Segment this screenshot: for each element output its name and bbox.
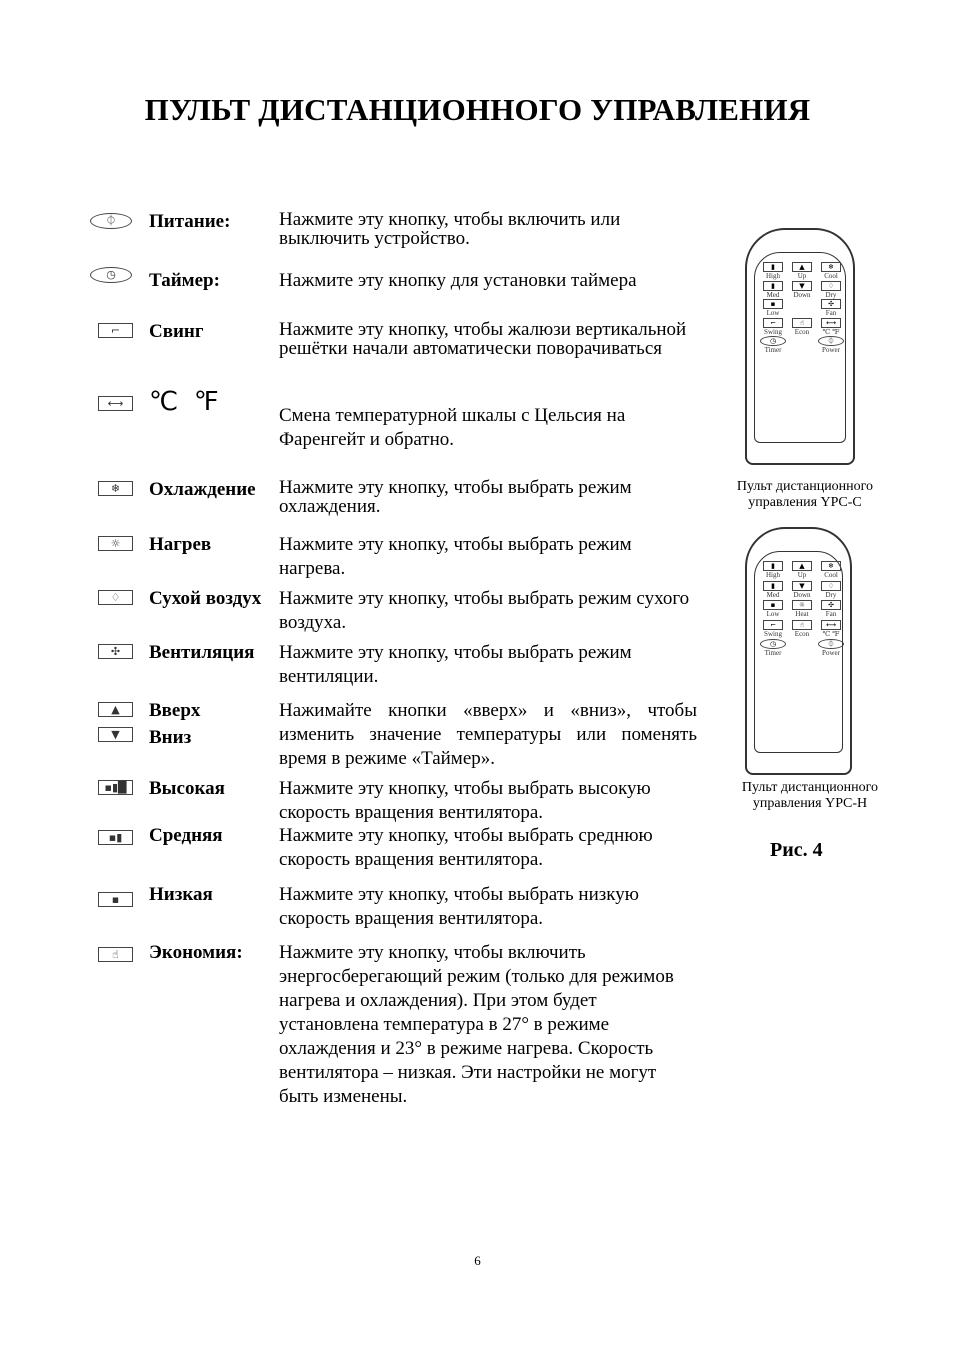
- legend-description: Смена температурной шкалы с Цельсия на Фаренгейт и обратно.: [279, 405, 626, 450]
- remote-button: ✣ Fan: [821, 299, 841, 318]
- legend-description: Нажмите эту кнопку, чтобы выбрать среднюю скорость вращения вентилятора.: [279, 825, 653, 870]
- legend-label: Низкая: [149, 884, 213, 905]
- remote-button: ☝ Econ: [792, 620, 812, 639]
- remote-ypc-h: [745, 527, 852, 775]
- remote-button: ▪ Low: [763, 600, 783, 619]
- speed-med-icon: ▪▮: [98, 830, 133, 845]
- remote-timer-button: ◷ Timer: [763, 336, 783, 355]
- remote-button: ▮ High: [763, 262, 783, 281]
- arrows-icon: ⟷: [98, 396, 133, 411]
- remote-button: ⌐ Swing: [764, 620, 782, 638]
- remote-button: ⌐ Swing: [764, 318, 782, 336]
- remote-button: ▮ Med: [763, 581, 783, 600]
- legend-label: Охлаждение: [149, 479, 256, 500]
- remote-ypc-h-caption: Пульт дистанционного управления YPC-H: [741, 780, 879, 811]
- swing-icon: ⌐: [98, 323, 133, 338]
- legend-description: Нажимайте кнопки «вверх» и «вниз», чтобы изменить значение температуры или поменять время в режиме «Таймер».: [279, 700, 697, 769]
- legend-label: Вверх: [149, 700, 201, 721]
- legend-label: Вентиляция: [149, 642, 255, 663]
- legend-label: Высокая: [149, 778, 225, 799]
- remote-button: ⟷ ℃ ℉: [822, 318, 840, 336]
- remote-button: ▼ Down: [793, 281, 811, 299]
- legend-label: Питание:: [149, 211, 231, 232]
- legend-label: Свинг: [149, 321, 204, 342]
- page-title: ПУЛЬТ ДИСТАНЦИОННОГО УПРАВЛЕНИЯ: [144, 92, 811, 127]
- sun-icon: ☼: [98, 536, 133, 551]
- remote-button: ▮ Med: [763, 281, 783, 300]
- page-number: 6: [474, 1253, 481, 1268]
- droplet-icon: ♢: [98, 590, 133, 605]
- figure-label: Рис. 4: [770, 839, 823, 861]
- up-icon: ▲: [98, 702, 133, 717]
- legend-description: Нажмите эту кнопку, чтобы выбрать режим нагрева.: [279, 534, 632, 579]
- remote-button: ☼ Heat: [792, 600, 812, 619]
- snowflake-icon: ❄: [98, 481, 133, 496]
- remote-button: ▲ Up: [792, 262, 812, 281]
- down-icon: ▼: [98, 727, 133, 742]
- remote-button: ♢ Dry: [821, 581, 841, 600]
- remote-button: ☝ Econ: [792, 318, 812, 337]
- remote-ypc-c: [745, 228, 855, 465]
- legend-label: ℃ ℉: [149, 387, 219, 417]
- remote-power-button: ⏀ Power: [821, 639, 841, 658]
- fan-icon: ✣: [98, 644, 133, 659]
- legend-description: Нажмите эту кнопку, чтобы выбрать низкую скорость вращения вентилятора.: [279, 884, 639, 929]
- legend-description: Нажмите эту кнопку, чтобы выбрать режим охлаждения.: [279, 477, 632, 517]
- power-icon: ⏀: [90, 213, 132, 229]
- remote-button: ▮ High: [763, 561, 783, 580]
- remote-button: ✣ Fan: [821, 600, 841, 619]
- remote-power-button: ⏀ Power: [821, 336, 841, 355]
- remote-button: ▪ Low: [763, 299, 783, 318]
- legend-description: Нажмите эту кнопку, чтобы включить энергосберегающий режим (только для режимов нагрева и охлаждения). При этом будет установлена температура в 27° в режиме охлаждения и 23° в режиме нагрева. Скорость вентилятора – низкая. Эти настройки не могут быть изменены.: [279, 942, 674, 1107]
- speed-low-icon: ▪: [98, 892, 133, 907]
- remote-button: ❄ Cool: [821, 262, 841, 281]
- legend-description: Нажмите эту кнопку для установки таймера: [279, 270, 637, 291]
- legend-label: Таймер:: [149, 270, 220, 291]
- legend-description: Нажмите эту кнопку, чтобы выбрать режим вентиляции.: [279, 642, 632, 687]
- legend-label: Экономия:: [149, 942, 243, 963]
- speed-high-icon: ▪▮█: [98, 780, 133, 795]
- thumbs-up-icon: ☝: [98, 947, 133, 962]
- remote-button: ⟷ ℃ ℉: [822, 620, 840, 638]
- legend-label: Нагрев: [149, 534, 212, 555]
- remote-timer-button: ◷ Timer: [763, 639, 783, 658]
- timer-icon: ◷: [90, 267, 132, 283]
- legend-description: Нажмите эту кнопку, чтобы выбрать высокую скорость вращения вентилятора.: [279, 778, 651, 823]
- remote-button: ▲ Up: [792, 561, 812, 580]
- legend-description: Нажмите эту кнопку, чтобы выбрать режим сухого воздуха.: [279, 588, 690, 633]
- remote-button: ▼ Down: [793, 581, 811, 599]
- legend-label: Вниз: [149, 727, 192, 748]
- legend-description: Нажмите эту кнопку, чтобы включить или выключить устройство.: [279, 209, 621, 249]
- legend-label: Сухой воздух: [149, 588, 262, 609]
- legend-label: Средняя: [149, 825, 223, 846]
- remote-button: ♢ Dry: [821, 281, 841, 300]
- legend-description: Нажмите эту кнопку, чтобы жалюзи вертикальной решётки начали автоматически поворачиваться: [279, 319, 687, 359]
- remote-button: ❄ Cool: [821, 561, 841, 580]
- remote-ypc-c-caption: Пульт дистанционного управления YPC-C: [736, 479, 874, 510]
